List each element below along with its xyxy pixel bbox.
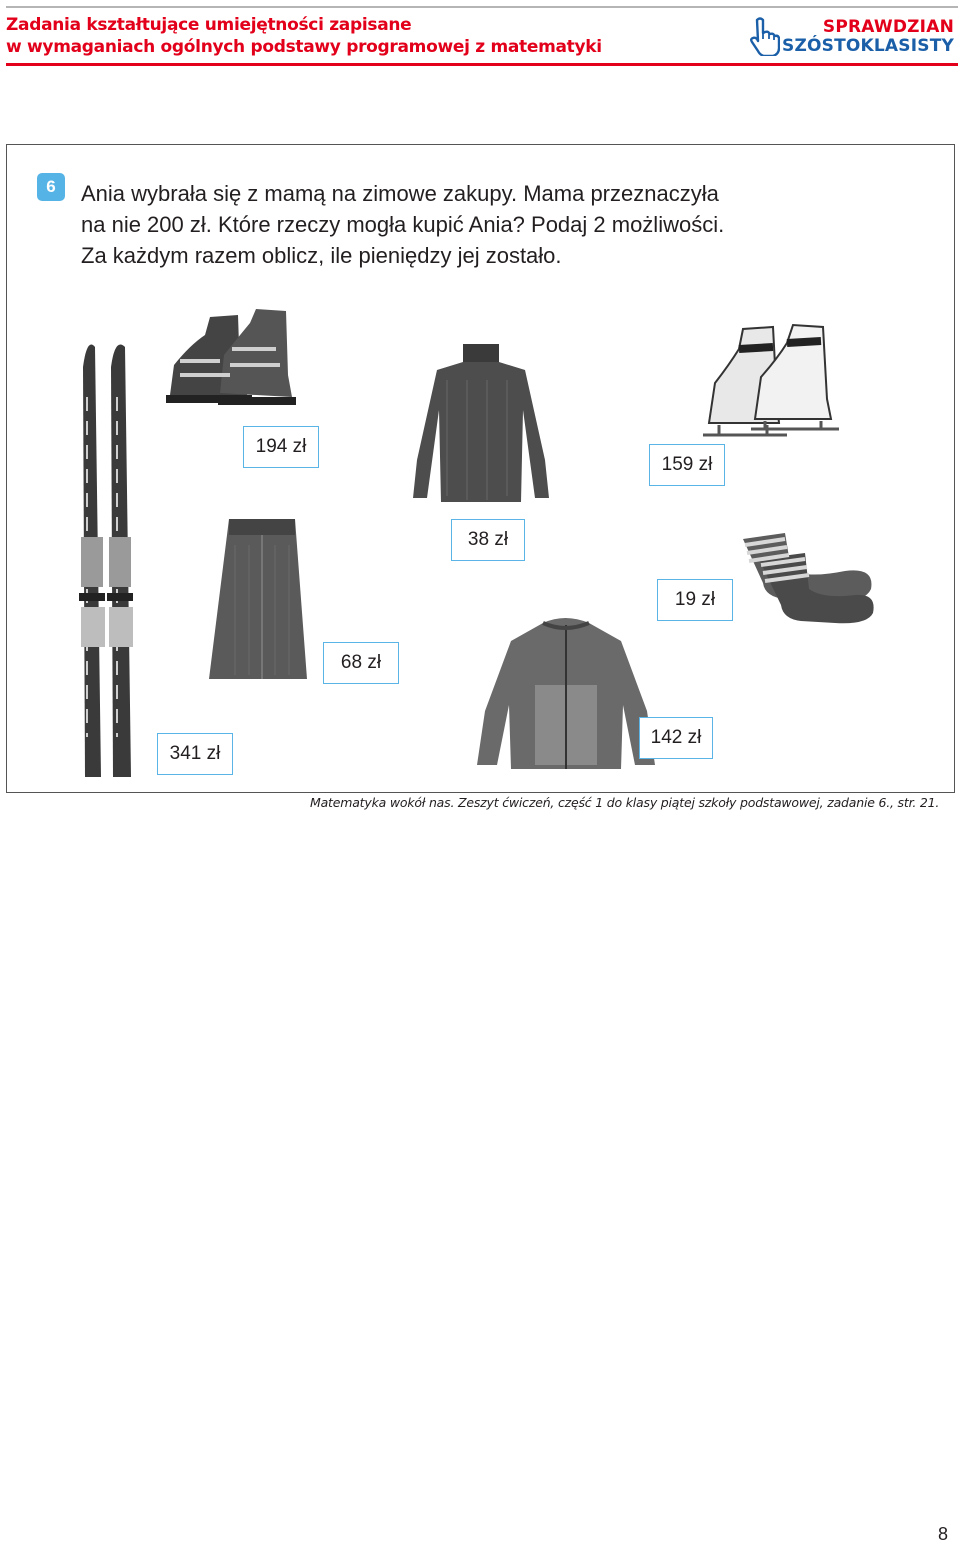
- price-tag-ski-boots: 194 zł: [243, 426, 319, 468]
- header-title-line-2: w wymaganiach ogólnych podstawy programowej z matematyki: [6, 37, 602, 57]
- brand-line-1: SPRAWDZIAN: [822, 17, 954, 37]
- price-tag-skirt: 68 zł: [323, 642, 399, 684]
- task-text-line-3: Za każdym razem oblicz, ile pieniędzy jej zostało.: [81, 243, 562, 268]
- ski-boots-image: [160, 305, 300, 409]
- price-tag-skis: 341 zł: [157, 733, 233, 775]
- task-text-line-1: Ania wybrała się z mamą na zimowe zakupy. Mama przeznaczyła: [81, 181, 719, 206]
- task-text-line-2: na nie 200 zł. Które rzeczy mogła kupić Ania? Podaj 2 możliwości.: [81, 212, 725, 237]
- price-tag-socks: 19 zł: [657, 579, 733, 621]
- task-number-badge: 6: [37, 173, 65, 201]
- header-bottom-rule: [6, 63, 958, 66]
- task-box: [6, 144, 955, 793]
- skis-image: [77, 337, 143, 777]
- header-title: [6, 14, 602, 58]
- price-tag-jacket: 142 zł: [639, 717, 713, 759]
- task-text: [81, 178, 861, 271]
- header-title-line-1: Zadania kształtujące umiejętności zapisane: [6, 15, 412, 35]
- price-tag-sweater: 38 zł: [451, 519, 525, 561]
- pointing-hand-icon: [748, 16, 780, 56]
- page-header: [0, 0, 960, 68]
- source-citation: Matematyka wokół nas. Zeszyt ćwiczeń, część 1 do klasy piątej szkoły podstawowej, zadanie 6., str. 21.: [310, 795, 940, 810]
- header-top-rule: [6, 6, 958, 8]
- sweater-image: [407, 340, 555, 505]
- ice-skates-image: [695, 323, 845, 451]
- brand-line-2: SZÓSTOKLASISTY: [782, 36, 954, 56]
- skirt-image: [205, 515, 315, 683]
- page-number: 8: [938, 1524, 949, 1544]
- price-tag-ice-skates: 159 zł: [649, 444, 725, 486]
- jacket-image: [473, 615, 659, 773]
- socks-image: [735, 529, 881, 627]
- brand-logo: [748, 16, 954, 60]
